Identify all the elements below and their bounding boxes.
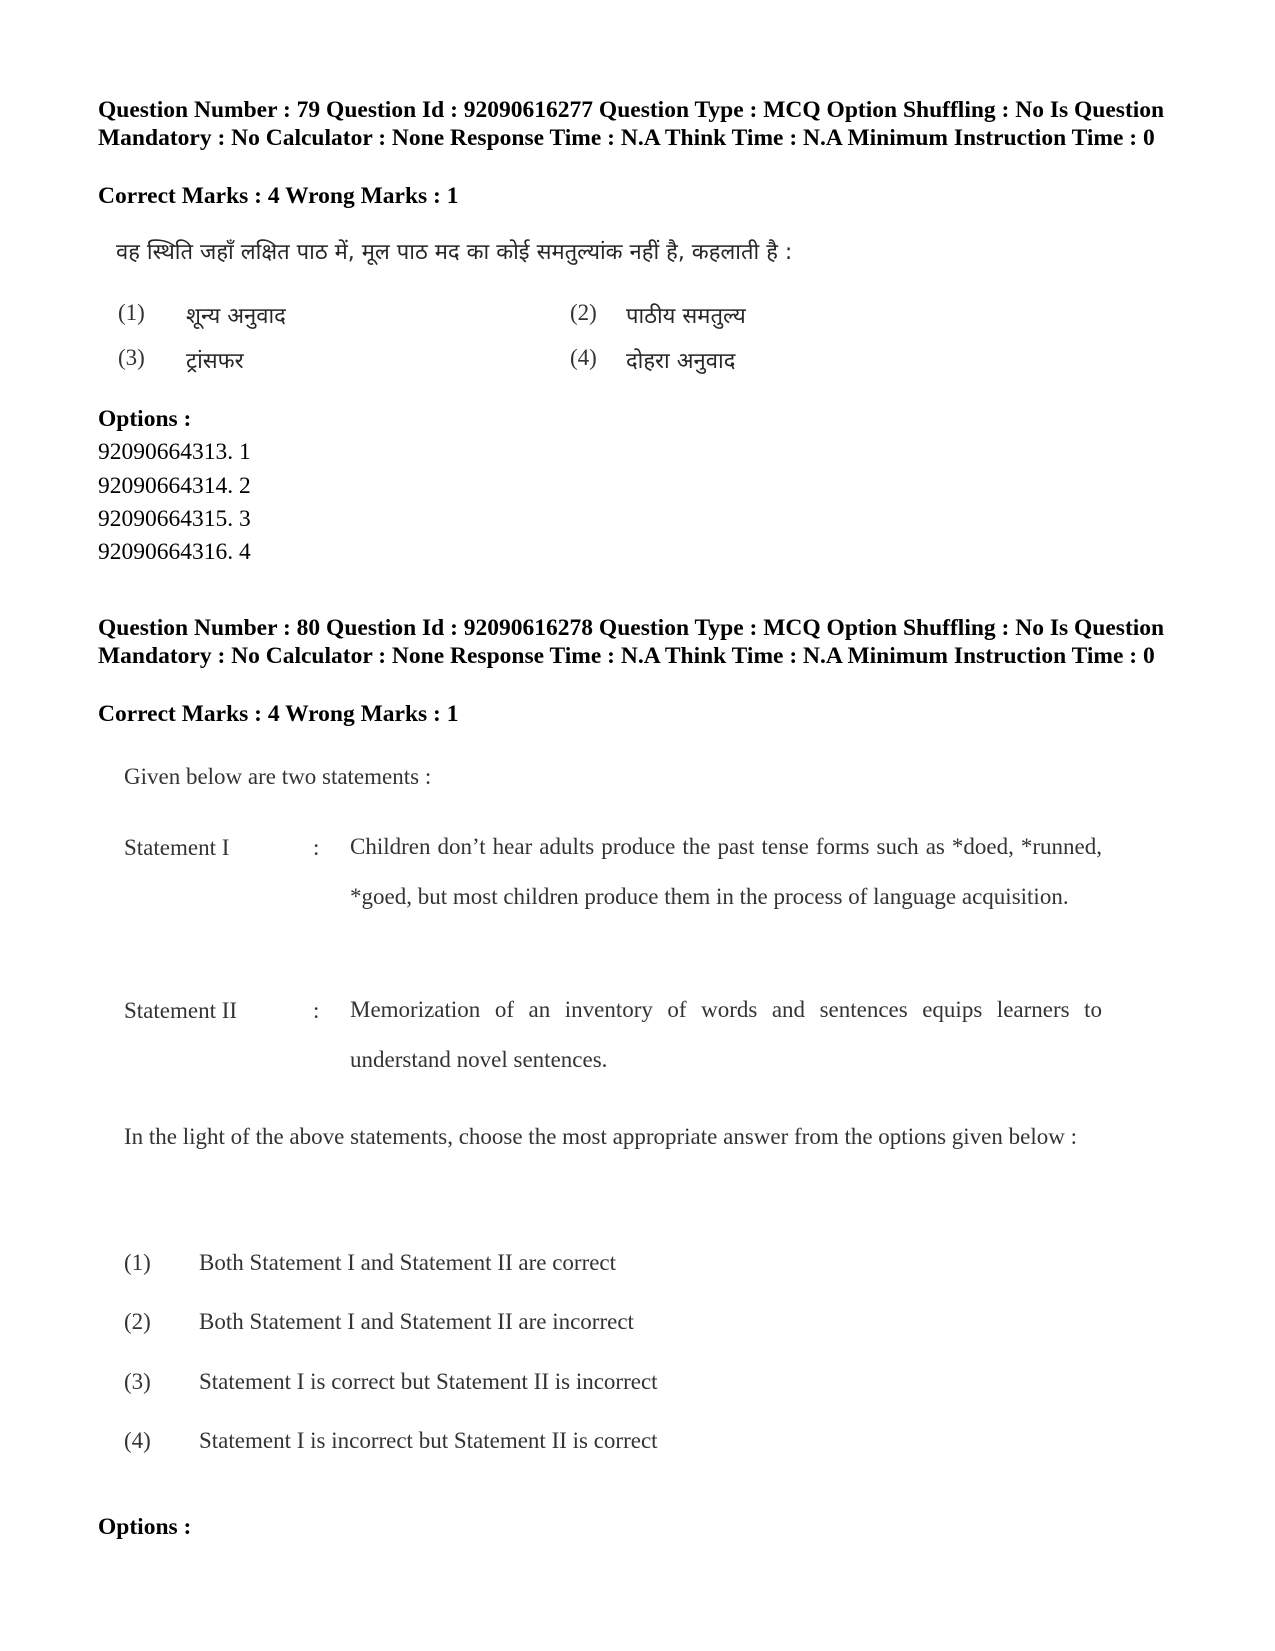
question-79-option-4: 92090664316. 4 xyxy=(98,539,251,565)
question-80-header: Question Number : 80 Question Id : 92090616278 Question Type : MCQ Option Shuffling : No Is Question Mandatory : No Calculator : None Response Time : N.A Think Time : N.A Minimum Instruction Time : 0 xyxy=(98,615,1165,669)
statement-1-text: Children don’t hear adults produce the past tense forms such as *doed, *runned, *goed, but most children produce them in the process of language acquisition. xyxy=(350,834,1102,909)
question-79-choice-3-num: (3) xyxy=(118,345,145,370)
question-80-intro: Given below are two statements : xyxy=(124,764,432,789)
question-80-choice-1-text: Both Statement I and Statement II are correct xyxy=(199,1250,617,1275)
question-80-choice-3-text: Statement I is correct but Statement II is incorrect xyxy=(199,1369,658,1394)
question-80-choice-3-num: (3) xyxy=(124,1369,151,1394)
statement-1-label: Statement I xyxy=(124,835,230,860)
question-80-marks: Correct Marks : 4 Wrong Marks : 1 xyxy=(98,701,459,727)
question-80-instruction: In the light of the above statements, choose the most appropriate answer from the options given below : xyxy=(124,1124,1077,1149)
question-79-text: वह स्थिति जहाँ लक्षित पाठ में, मूल पाठ मद का कोई समतुल्यांक नहीं है, कहलाती है : xyxy=(116,240,793,265)
question-79-choice-1-num: (1) xyxy=(118,300,145,325)
question-80-choice-1-num: (1) xyxy=(124,1250,151,1275)
question-80-choice-4-text: Statement I is incorrect but Statement II is correct xyxy=(199,1428,658,1453)
question-79-choice-4-text: दोहरा अनुवाद xyxy=(626,349,736,374)
question-80-choice-4-num: (4) xyxy=(124,1428,151,1453)
question-79-choice-3-text: ट्रांसफर xyxy=(186,349,244,374)
question-79-option-1: 92090664313. 1 xyxy=(98,439,251,465)
question-79-option-2: 92090664314. 2 xyxy=(98,473,251,499)
statement-2-text: Memorization of an inventory of words and sentences equips learners to understand novel sentences. xyxy=(350,997,1102,1072)
question-79-options-label: Options : xyxy=(98,406,192,432)
statement-2-colon: : xyxy=(313,998,320,1023)
question-79-marks: Correct Marks : 4 Wrong Marks : 1 xyxy=(98,183,459,209)
question-79-choice-4-num: (4) xyxy=(570,345,597,370)
question-79-header: Question Number : 79 Question Id : 92090616277 Question Type : MCQ Option Shuffling : No Is Question Mandatory : No Calculator : None Response Time : N.A Think Time : N.A Minimum Instruction Time : 0 xyxy=(98,97,1165,151)
question-79-choice-2-text: पाठीय समतुल्य xyxy=(626,304,746,329)
question-79-choice-2-num: (2) xyxy=(570,300,597,325)
question-80-choice-2-num: (2) xyxy=(124,1309,151,1334)
question-79-option-3: 92090664315. 3 xyxy=(98,506,251,532)
question-79-choice-1-text: शून्य अनुवाद xyxy=(186,304,286,329)
statement-1-colon: : xyxy=(313,835,320,860)
question-80-choice-2-text: Both Statement I and Statement II are incorrect xyxy=(199,1309,634,1334)
question-80-options-label: Options : xyxy=(98,1514,192,1540)
statement-2-label: Statement II xyxy=(124,998,238,1023)
